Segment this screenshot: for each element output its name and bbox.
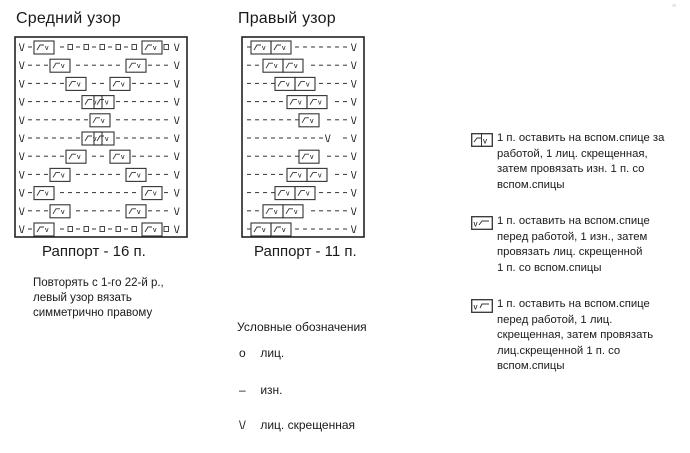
cable-right-icon <box>471 133 493 147</box>
cable-v: v <box>274 208 278 216</box>
twisted-stitch-mark: \/ <box>351 206 357 218</box>
svg-text:v: v <box>473 219 478 229</box>
legend-item-purl <box>239 383 283 397</box>
twisted-stitch-mark: \/ <box>174 61 180 73</box>
cable-v: v <box>105 99 109 107</box>
right-pattern-chart <box>241 36 365 238</box>
cable-v: v <box>45 45 49 52</box>
cable-v: v <box>262 45 266 52</box>
repeat-instructions <box>33 276 164 321</box>
cable-v: v <box>61 208 65 216</box>
cable-v: v <box>137 208 141 216</box>
cable-v: v <box>306 81 310 89</box>
legend-item-twisted <box>239 418 355 432</box>
cable-v: v <box>93 99 97 107</box>
twisted-stitch-mark: \/ <box>174 97 180 109</box>
twisted-stitch-mark: \/ <box>351 188 357 200</box>
cable-desc-line: 1 п. оставить на вспом.спице <box>497 298 650 310</box>
cable-desc-line: затем провязать изн. 1 п. со <box>497 163 645 175</box>
twisted-stitch-mark: \/ <box>174 188 180 200</box>
right-repeat-label: Раппорт - 11 п. <box>254 243 357 260</box>
twisted-stitch-mark: \/ <box>174 152 180 164</box>
cable-left-icon <box>471 216 493 230</box>
cable-v: v <box>101 117 105 125</box>
twisted-stitch-mark: \/ <box>351 61 357 73</box>
twisted-stitch-mark: \/ <box>19 43 25 54</box>
right-pattern-title: Правый узор <box>238 10 336 27</box>
corner-mark <box>670 0 690 10</box>
twisted-stitch-mark: \/ <box>19 152 25 164</box>
middle-pattern-chart <box>14 36 188 238</box>
instruction-line: Повторять с 1-го 22-й р., <box>33 277 164 289</box>
legend-label: лиц. <box>260 346 285 360</box>
cable-v: v <box>262 227 266 234</box>
cable-v: v <box>121 154 125 162</box>
svg-text:≡: ≡ <box>672 3 677 10</box>
twisted-stitch-mark: \/ <box>174 206 180 218</box>
cable-v: v <box>153 227 157 234</box>
cable-v: v <box>153 45 157 52</box>
twisted-stitch-mark: \/ <box>174 115 180 127</box>
twisted-knit-symbol-icon: \/ <box>239 418 246 432</box>
twisted-stitch-mark: \/ <box>19 115 25 127</box>
cable-desc-line: 1 п. оставить на вспом.спице за <box>497 132 665 144</box>
cable-desc-line: лиц.скрещенной 1 п. со <box>497 344 621 357</box>
legend-label: лиц. скрещенная <box>260 418 356 432</box>
cable-v: v <box>137 172 141 180</box>
cable-v: v <box>45 227 49 234</box>
twisted-stitch-mark: \/ <box>351 43 357 54</box>
twisted-stitch-mark: \/ <box>174 170 180 182</box>
cable-v: v <box>286 81 290 89</box>
purl-symbol-icon: – <box>239 383 246 397</box>
instruction-line: левый узор вязать <box>33 292 132 304</box>
twisted-stitch-mark: \/ <box>351 170 357 182</box>
instruction-line: симметрично правому <box>33 307 153 319</box>
cable-desc-line: перед работой, 1 изн., затем <box>497 230 648 243</box>
twisted-stitch-mark: \/ <box>174 43 180 54</box>
twisted-stitch-mark: \/ <box>19 225 25 236</box>
legend-item-knit <box>239 346 284 360</box>
cable-v: v <box>93 136 97 143</box>
twisted-stitch-mark: \/ <box>19 206 25 218</box>
twisted-stitch-mark: \/ <box>19 97 25 109</box>
cable-v: v <box>318 99 322 107</box>
twisted-stitch-mark: \/ <box>19 61 25 73</box>
cable-v: v <box>61 63 65 71</box>
cable-desc-line: 1 п. оставить на вспом.спице <box>497 215 650 227</box>
twisted-stitch-mark: \/ <box>174 134 180 145</box>
middle-pattern-title: Средний узор <box>16 10 121 27</box>
cable-v: v <box>153 190 157 198</box>
twisted-stitch-mark: \/ <box>351 97 357 109</box>
twisted-stitch-mark: \/ <box>19 170 25 182</box>
twisted-stitch-mark: \/ <box>19 134 25 145</box>
twisted-stitch-mark: \/ <box>19 79 25 91</box>
cable-v: v <box>298 99 302 107</box>
cable-v: v <box>105 136 109 143</box>
twisted-stitch-mark: \/ <box>351 152 357 164</box>
twisted-stitch-mark: \/ <box>19 188 25 200</box>
cable-v: v <box>45 190 49 198</box>
twisted-stitch-mark: \/ <box>174 225 180 236</box>
cable-desc-line: вспом.спицы <box>497 360 565 372</box>
svg-text:v: v <box>473 302 478 312</box>
cable-desc-line: провязать лиц. скрещенной <box>497 246 643 258</box>
cable-desc-line: скрещенная, затем провязать <box>497 329 654 341</box>
cable-v: v <box>77 81 81 89</box>
cable-desc-line: 1 п. со вспом.спицы <box>497 261 602 274</box>
twisted-stitch-mark: \/ <box>174 79 180 91</box>
twisted-stitch-mark: \/ <box>351 79 357 91</box>
twisted-stitch-mark: \/ <box>325 134 331 145</box>
cable-v: v <box>274 63 278 71</box>
cable-v: v <box>306 190 310 198</box>
cable-cross-icon <box>471 299 493 313</box>
cable-v: v <box>282 45 286 52</box>
cable-v: v <box>298 172 302 180</box>
svg-text:v: v <box>483 136 487 146</box>
cable-v: v <box>61 172 65 180</box>
legend-title: Условные обозначения <box>237 320 367 334</box>
twisted-stitch-mark: \/ <box>351 225 357 236</box>
cable-desc-line: перед работой, 1 лиц. <box>497 313 613 326</box>
legend-label: изн. <box>260 383 283 397</box>
cable-v: v <box>310 154 314 162</box>
cable-v: v <box>121 81 125 89</box>
twisted-stitch-mark: \/ <box>351 134 357 145</box>
cable-v: v <box>137 63 141 71</box>
cable-v: v <box>310 117 314 125</box>
cable-v: v <box>294 208 298 216</box>
cable-desc-line: вспом.спицы <box>497 178 565 191</box>
cable-v: v <box>282 227 286 234</box>
knit-symbol-icon: o <box>239 346 246 360</box>
cable-v: v <box>286 190 290 198</box>
twisted-stitch-mark: \/ <box>351 115 357 127</box>
middle-repeat-label: Раппорт - 16 п. <box>42 243 146 260</box>
cable-v: v <box>294 63 298 71</box>
cable-desc-line: работой, 1 лиц. скрещенная, <box>497 147 648 160</box>
cable-v: v <box>318 172 322 180</box>
cable-v: v <box>77 154 81 162</box>
